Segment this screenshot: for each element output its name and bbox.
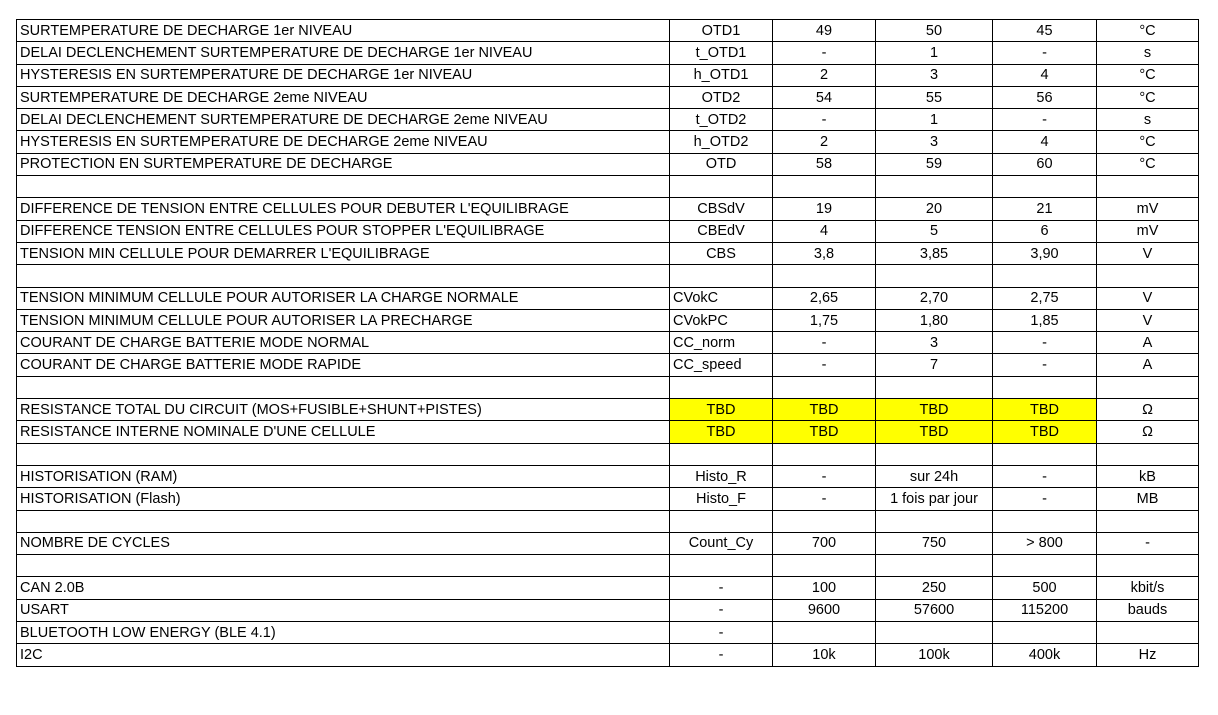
typ-value-cell: TBD [876,421,993,443]
typ-value-cell: 59 [876,153,993,175]
table-row [17,421,1199,443]
min-value-cell: TBD [773,421,876,443]
max-value-cell: 56 [993,86,1097,108]
symbol-cell: CVokC [670,287,773,309]
table-row [17,198,1199,220]
parameter-name-cell: HISTORISATION (RAM) [17,465,670,487]
min-value-cell: TBD [773,399,876,421]
max-value-cell: > 800 [993,532,1097,554]
max-value-cell: 45 [993,20,1097,42]
parameter-name-cell: BLUETOOTH LOW ENERGY (BLE 4.1) [17,622,670,644]
min-value-cell: 54 [773,86,876,108]
max-value-cell: 2,75 [993,287,1097,309]
unit-cell: V [1097,242,1199,264]
min-value-cell [773,510,876,532]
parameter-name-cell: RESISTANCE TOTAL DU CIRCUIT (MOS+FUSIBLE+SHUNT+PISTES) [17,399,670,421]
symbol-cell: - [670,577,773,599]
unit-cell: °C [1097,64,1199,86]
unit-cell: °C [1097,153,1199,175]
symbol-cell: CBEdV [670,220,773,242]
parameter-name-cell: HYSTERESIS EN SURTEMPERATURE DE DECHARGE 1er NIVEAU [17,64,670,86]
max-value-cell [993,443,1097,465]
spacer-row [17,510,1199,532]
min-value-cell: 10k [773,644,876,666]
unit-cell: kB [1097,465,1199,487]
table-row [17,532,1199,554]
table-row [17,644,1199,666]
symbol-cell: OTD2 [670,86,773,108]
typ-value-cell: 100k [876,644,993,666]
parameter-name-cell [17,555,670,577]
parameter-name-cell: TENSION MINIMUM CELLULE POUR AUTORISER LA PRECHARGE [17,309,670,331]
unit-cell [1097,622,1199,644]
unit-cell: - [1097,532,1199,554]
typ-value-cell: 50 [876,20,993,42]
table-row [17,242,1199,264]
table-row [17,622,1199,644]
table-row [17,354,1199,376]
min-value-cell: 2,65 [773,287,876,309]
min-value-cell [773,176,876,198]
parameter-name-cell: CAN 2.0B [17,577,670,599]
min-value-cell: - [773,354,876,376]
unit-cell: Ω [1097,399,1199,421]
table-row [17,287,1199,309]
parameter-name-cell [17,176,670,198]
parameter-name-cell: DIFFERENCE DE TENSION ENTRE CELLULES POUR DEBUTER L'EQUILIBRAGE [17,198,670,220]
typ-value-cell: 20 [876,198,993,220]
parameter-name-cell: DIFFERENCE TENSION ENTRE CELLULES POUR STOPPER L'EQUILIBRAGE [17,220,670,242]
typ-value-cell: 57600 [876,599,993,621]
max-value-cell: TBD [993,421,1097,443]
unit-cell: Hz [1097,644,1199,666]
typ-value-cell [876,176,993,198]
parameter-name-cell: PROTECTION EN SURTEMPERATURE DE DECHARGE [17,153,670,175]
typ-value-cell: 250 [876,577,993,599]
unit-cell [1097,176,1199,198]
symbol-cell [670,376,773,398]
typ-value-cell: sur 24h [876,465,993,487]
spacer-row [17,176,1199,198]
typ-value-cell: 750 [876,532,993,554]
parameter-name-cell: I2C [17,644,670,666]
max-value-cell: 400k [993,644,1097,666]
unit-cell [1097,443,1199,465]
table-row [17,599,1199,621]
parameter-name-cell: NOMBRE DE CYCLES [17,532,670,554]
parameter-name-cell: COURANT DE CHARGE BATTERIE MODE NORMAL [17,332,670,354]
typ-value-cell: 1 [876,42,993,64]
typ-value-cell: 3 [876,131,993,153]
symbol-cell: - [670,644,773,666]
typ-value-cell [876,622,993,644]
parameter-name-cell [17,265,670,287]
parameter-name-cell: DELAI DECLENCHEMENT SURTEMPERATURE DE DECHARGE 1er NIVEAU [17,42,670,64]
min-value-cell: 9600 [773,599,876,621]
typ-value-cell: 1,80 [876,309,993,331]
symbol-cell: CC_speed [670,354,773,376]
spacer-row [17,443,1199,465]
max-value-cell: 1,85 [993,309,1097,331]
max-value-cell: - [993,332,1097,354]
parameter-name-cell [17,443,670,465]
symbol-cell [670,443,773,465]
typ-value-cell [876,265,993,287]
table-row [17,465,1199,487]
symbol-cell: CBSdV [670,198,773,220]
parameter-name-cell: HYSTERESIS EN SURTEMPERATURE DE DECHARGE 2eme NIVEAU [17,131,670,153]
min-value-cell: 49 [773,20,876,42]
parameter-name-cell [17,376,670,398]
symbol-cell [670,555,773,577]
min-value-cell: 1,75 [773,309,876,331]
parameter-name-cell: TENSION MIN CELLULE POUR DEMARRER L'EQUILIBRAGE [17,242,670,264]
min-value-cell: 100 [773,577,876,599]
symbol-cell: t_OTD1 [670,42,773,64]
typ-value-cell: 1 fois par jour [876,488,993,510]
max-value-cell: - [993,354,1097,376]
min-value-cell: - [773,42,876,64]
parameter-name-cell: COURANT DE CHARGE BATTERIE MODE RAPIDE [17,354,670,376]
min-value-cell [773,622,876,644]
max-value-cell: 500 [993,577,1097,599]
symbol-cell: h_OTD2 [670,131,773,153]
unit-cell: mV [1097,220,1199,242]
max-value-cell: - [993,465,1097,487]
min-value-cell [773,376,876,398]
table-row [17,64,1199,86]
spec-table [16,19,1199,667]
parameter-name-cell: USART [17,599,670,621]
min-value-cell: 19 [773,198,876,220]
min-value-cell [773,555,876,577]
parameter-name-cell: RESISTANCE INTERNE NOMINALE D'UNE CELLULE [17,421,670,443]
table-row [17,153,1199,175]
min-value-cell: 58 [773,153,876,175]
max-value-cell: 6 [993,220,1097,242]
symbol-cell [670,265,773,287]
max-value-cell: 4 [993,64,1097,86]
max-value-cell: 3,90 [993,242,1097,264]
parameter-name-cell: SURTEMPERATURE DE DECHARGE 1er NIVEAU [17,20,670,42]
symbol-cell: Histo_F [670,488,773,510]
max-value-cell: TBD [993,399,1097,421]
spacer-row [17,376,1199,398]
parameter-name-cell: TENSION MINIMUM CELLULE POUR AUTORISER LA CHARGE NORMALE [17,287,670,309]
typ-value-cell: 7 [876,354,993,376]
typ-value-cell: 5 [876,220,993,242]
unit-cell: bauds [1097,599,1199,621]
symbol-cell: OTD [670,153,773,175]
unit-cell: Ω [1097,421,1199,443]
unit-cell: A [1097,354,1199,376]
unit-cell: mV [1097,198,1199,220]
parameter-name-cell [17,510,670,532]
max-value-cell: 21 [993,198,1097,220]
typ-value-cell: 3,85 [876,242,993,264]
min-value-cell: - [773,109,876,131]
unit-cell: °C [1097,20,1199,42]
symbol-cell: TBD [670,399,773,421]
table-row [17,86,1199,108]
symbol-cell: t_OTD2 [670,109,773,131]
parameter-name-cell: HISTORISATION (Flash) [17,488,670,510]
symbol-cell: CBS [670,242,773,264]
typ-value-cell [876,443,993,465]
symbol-cell: OTD1 [670,20,773,42]
max-value-cell: - [993,42,1097,64]
min-value-cell: - [773,465,876,487]
typ-value-cell [876,510,993,532]
min-value-cell [773,443,876,465]
unit-cell: MB [1097,488,1199,510]
min-value-cell: 4 [773,220,876,242]
symbol-cell [670,510,773,532]
unit-cell [1097,510,1199,532]
min-value-cell: 2 [773,64,876,86]
table-row [17,309,1199,331]
symbol-cell: - [670,622,773,644]
table-row [17,332,1199,354]
min-value-cell: 3,8 [773,242,876,264]
max-value-cell [993,376,1097,398]
min-value-cell: - [773,488,876,510]
typ-value-cell: TBD [876,399,993,421]
table-row [17,399,1199,421]
min-value-cell: 2 [773,131,876,153]
unit-cell: °C [1097,86,1199,108]
typ-value-cell: 3 [876,332,993,354]
max-value-cell [993,265,1097,287]
symbol-cell: h_OTD1 [670,64,773,86]
spacer-row [17,265,1199,287]
parameter-name-cell: DELAI DECLENCHEMENT SURTEMPERATURE DE DECHARGE 2eme NIVEAU [17,109,670,131]
unit-cell: A [1097,332,1199,354]
table-row [17,20,1199,42]
max-value-cell [993,622,1097,644]
typ-value-cell: 1 [876,109,993,131]
unit-cell [1097,555,1199,577]
unit-cell: V [1097,287,1199,309]
unit-cell: V [1097,309,1199,331]
typ-value-cell: 3 [876,64,993,86]
max-value-cell: 4 [993,131,1097,153]
symbol-cell: CC_norm [670,332,773,354]
unit-cell [1097,265,1199,287]
max-value-cell: 115200 [993,599,1097,621]
max-value-cell [993,510,1097,532]
unit-cell: s [1097,109,1199,131]
symbol-cell [670,176,773,198]
min-value-cell: 700 [773,532,876,554]
max-value-cell: 60 [993,153,1097,175]
typ-value-cell: 55 [876,86,993,108]
symbol-cell: - [670,599,773,621]
unit-cell: kbit/s [1097,577,1199,599]
typ-value-cell [876,376,993,398]
table-row [17,488,1199,510]
table-row [17,131,1199,153]
symbol-cell: Count_Cy [670,532,773,554]
table-row [17,109,1199,131]
typ-value-cell: 2,70 [876,287,993,309]
max-value-cell: - [993,488,1097,510]
symbol-cell: CVokPC [670,309,773,331]
unit-cell: °C [1097,131,1199,153]
max-value-cell [993,555,1097,577]
max-value-cell [993,176,1097,198]
table-row [17,577,1199,599]
min-value-cell [773,265,876,287]
table-row [17,220,1199,242]
parameter-name-cell: SURTEMPERATURE DE DECHARGE 2eme NIVEAU [17,86,670,108]
symbol-cell: Histo_R [670,465,773,487]
max-value-cell: - [993,109,1097,131]
typ-value-cell [876,555,993,577]
unit-cell [1097,376,1199,398]
table-row [17,42,1199,64]
symbol-cell: TBD [670,421,773,443]
min-value-cell: - [773,332,876,354]
spacer-row [17,555,1199,577]
unit-cell: s [1097,42,1199,64]
